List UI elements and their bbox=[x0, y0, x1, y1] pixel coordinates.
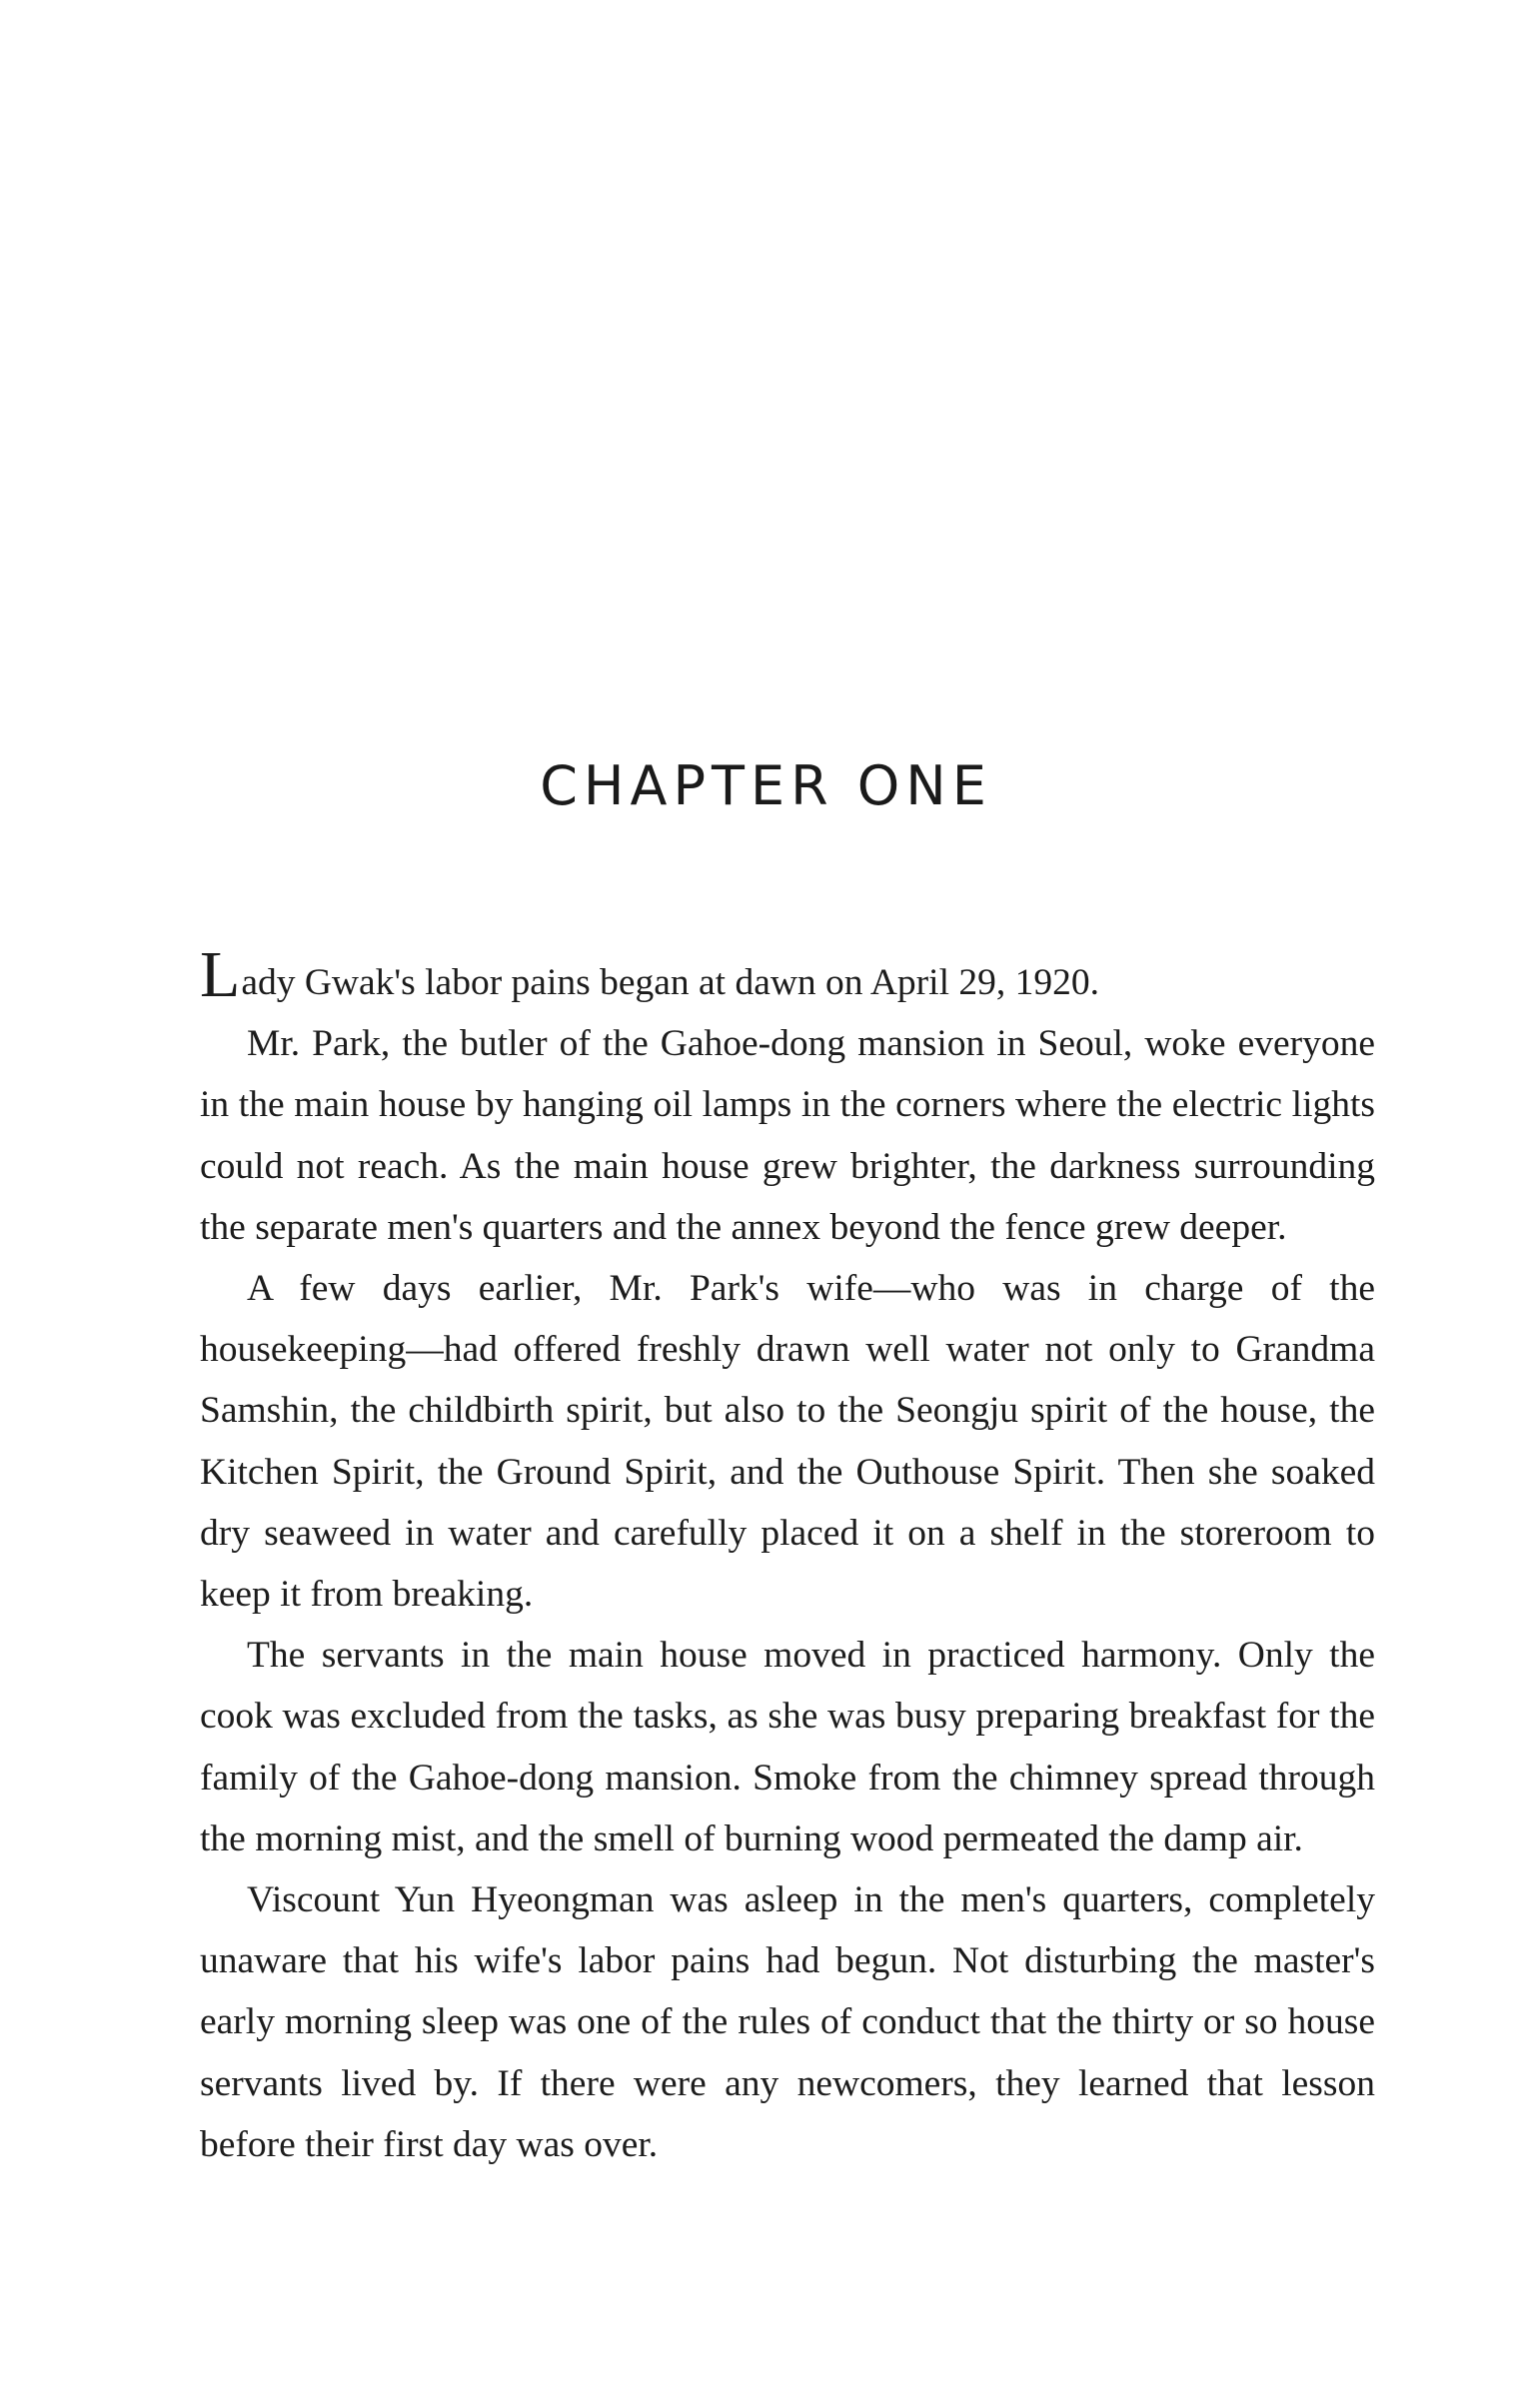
chapter-title: CHAPTER ONE bbox=[540, 754, 992, 817]
paragraph-4: The servants in the main house moved in practiced harmony. Only the cook was excluded from the tasks, as she was busy preparing breakfast for the family of the Gahoe-dong mansion. Smoke from the chimney spread through the morning mist, and the smell of burning wood permeated the damp air. bbox=[200, 1635, 1375, 1859]
drop-cap: L bbox=[200, 938, 241, 1011]
paragraph-3: A few days earlier, Mr. Park's wife—who was in charge of the housekeeping—had offered freshly drawn well water not only to Grandma Samshin, the childbirth spirit, but also to the Seongju spirit of the house, the Kitchen Spirit, the Ground Spirit, and the Outhouse Spirit. Then she soaked dry seaweed in water and carefully placed it on a shelf in the storeroom to keep it from breaking. bbox=[200, 1268, 1375, 1616]
paragraph-5: Viscount Yun Hyeongman was asleep in the men's quarters, completely unaware that his wife's labor pains had begun. Not disturbing the master's early morning sleep was one of the rules of conduct that the thirty or so house servants lived by. If there were any newcomers, they learned that lesson before their first day was over. bbox=[200, 1879, 1375, 2165]
chapter-body bbox=[200, 938, 1375, 2175]
paragraph-2: Mr. Park, the butler of the Gahoe-dong mansion in Seoul, woke everyone in the main house by hanging oil lamps in the corners where the electric lights could not reach. As the main house grew brighter, the darkness surrounding the separate men's quarters and the annex beyond the fence grew deeper. bbox=[200, 1023, 1375, 1248]
paragraph-1 bbox=[200, 938, 1375, 1013]
paragraph-1-text: ady Gwak's labor pains began at dawn on April 29, 1920. bbox=[241, 962, 1100, 1003]
